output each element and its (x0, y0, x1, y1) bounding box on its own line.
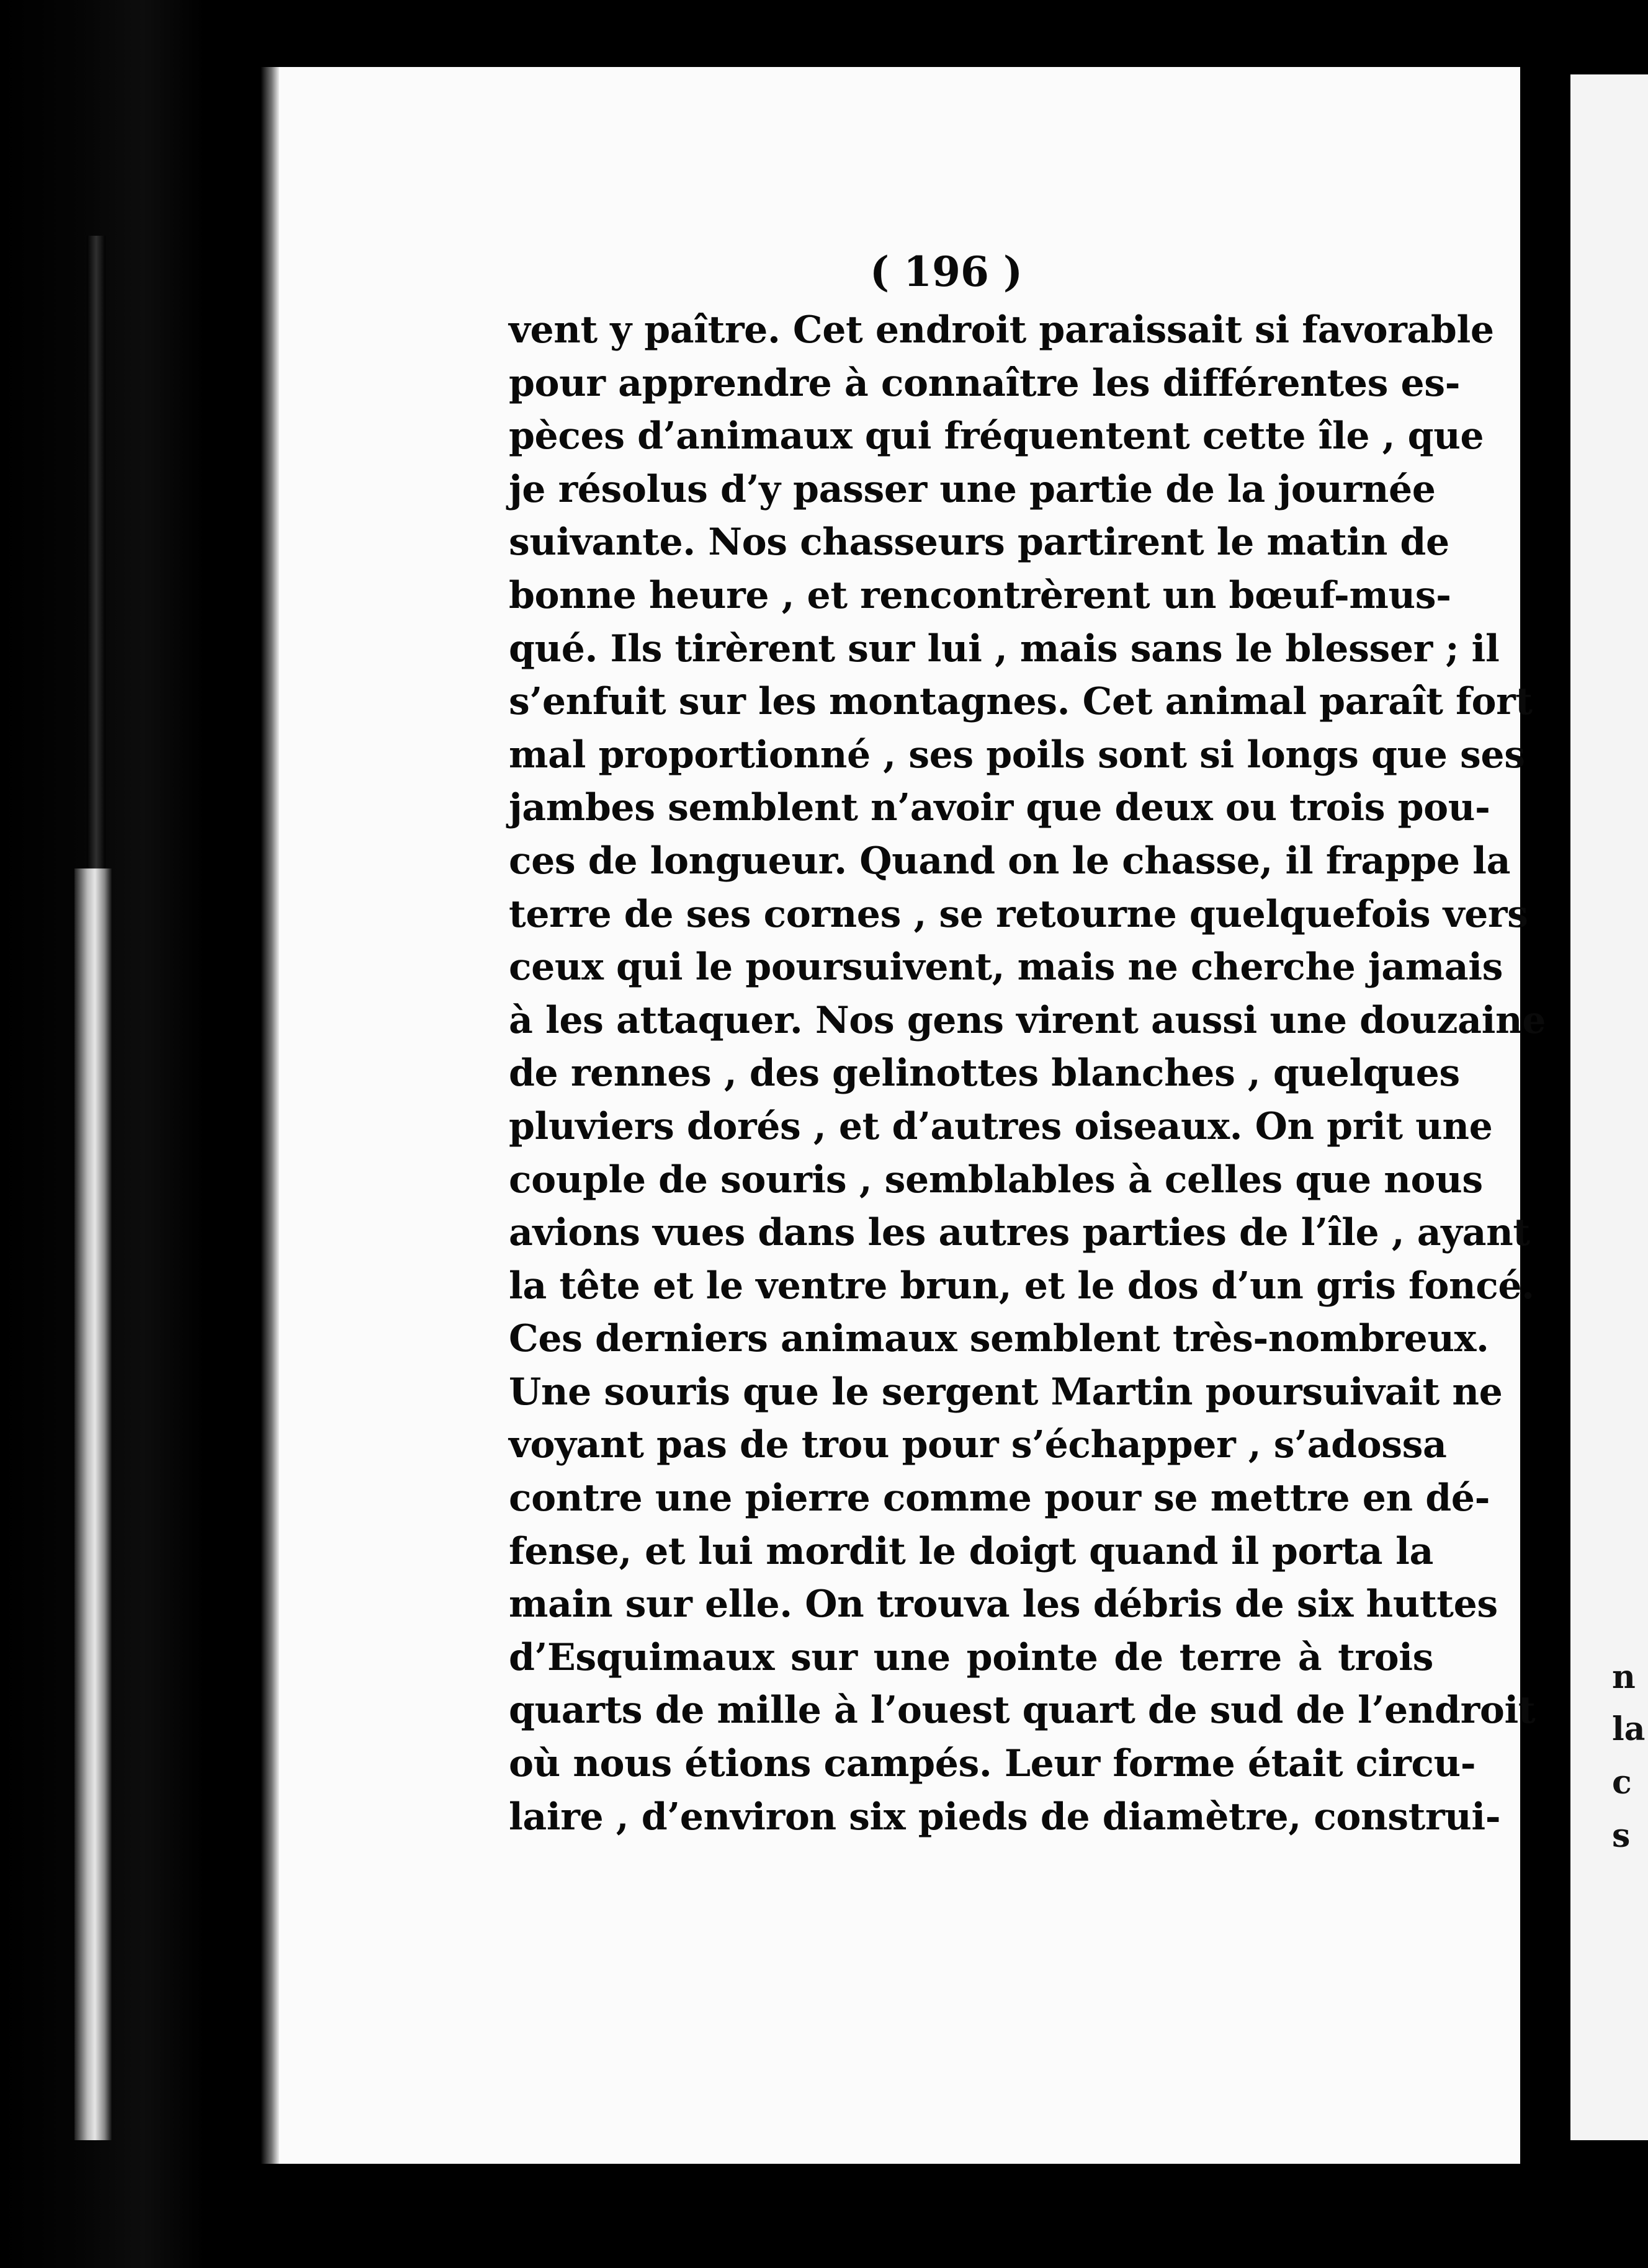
text-line: ceux qui le poursuivent, mais ne cherche jamais (509, 945, 1503, 989)
page-left-edge (261, 67, 279, 2164)
book-spine-highlight (74, 868, 112, 2140)
text-line: à les attaquer. Nos gens virent aussi une douzaine (509, 998, 1546, 1042)
page-number: ( 196 ) (869, 248, 1023, 296)
text-line: Une souris que le sergent Martin poursuivait ne (509, 1370, 1503, 1414)
text-line: pour apprendre à connaître les différentes es- (509, 361, 1461, 405)
next-page-letter: n (1612, 1658, 1636, 1696)
next-page-letter: la (1612, 1710, 1646, 1748)
text-line: fense, et lui mordit le doigt quand il porta la (509, 1529, 1433, 1573)
text-line: contre une pierre comme pour se mettre en dé- (509, 1476, 1490, 1520)
book-spine-edge (87, 236, 105, 868)
text-line: où nous étions campés. Leur forme était circu- (509, 1742, 1476, 1786)
text-lines (509, 304, 1546, 1844)
text-line: jambes semblent n’avoir que deux ou trois pou- (509, 786, 1490, 830)
next-page-fragment (1554, 74, 1648, 2140)
text-line: mal proportionné , ses poils sont si longs que ses (509, 733, 1525, 777)
text-line: avions vues dans les autres parties de l’île , ayant (509, 1211, 1530, 1255)
text-line: vent y paître. Cet endroit paraissait si favorable (509, 308, 1494, 352)
text-line: couple de souris , semblables à celles que nous (509, 1158, 1483, 1202)
text-line: la tête et le ventre brun, et le dos d’un gris foncé. (509, 1264, 1534, 1308)
text-line: quarts de mille à l’ouest quart de sud de l’endroit (509, 1689, 1536, 1733)
next-page-letter: c (1612, 1764, 1632, 1801)
text-line: de rennes , des gelinottes blanches , quelques (509, 1051, 1460, 1096)
text-line: s’enfuit sur les montagnes. Cet animal paraît fort (509, 680, 1533, 724)
text-line: ces de longueur. Quand on le chasse, il frappe la (509, 839, 1511, 883)
text-line: bonne heure , et rencontrèrent un bœuf-mus- (509, 573, 1451, 617)
text-line: main sur elle. On trouva les débris de six huttes (509, 1583, 1498, 1627)
text-line: Ces derniers animaux semblent très-nombreux. (509, 1317, 1489, 1361)
text-line: laire , d’environ six pieds de diamètre, construi- (509, 1795, 1501, 1839)
text-line: suivante. Nos chasseurs partirent le matin de (509, 520, 1449, 565)
next-page-letter: s (1612, 1817, 1631, 1855)
text-line: terre de ses cornes , se retourne quelquefois vers (509, 892, 1528, 936)
text-line: qué. Ils tirèrent sur lui , mais sans le blesser ; il (509, 627, 1500, 671)
text-line: je résolus d’y passer une partie de la journée (509, 467, 1436, 511)
text-line: d’Esquimaux sur une pointe de terre à trois (509, 1635, 1433, 1679)
text-line: voyant pas de trou pour s’échapper , s’adossa (509, 1423, 1447, 1467)
page-text-block (509, 242, 1546, 1844)
text-line: pèces d’animaux qui fréquentent cette île , que (509, 414, 1484, 458)
text-line: pluviers dorés , et d’autres oiseaux. On prit une (509, 1104, 1493, 1148)
